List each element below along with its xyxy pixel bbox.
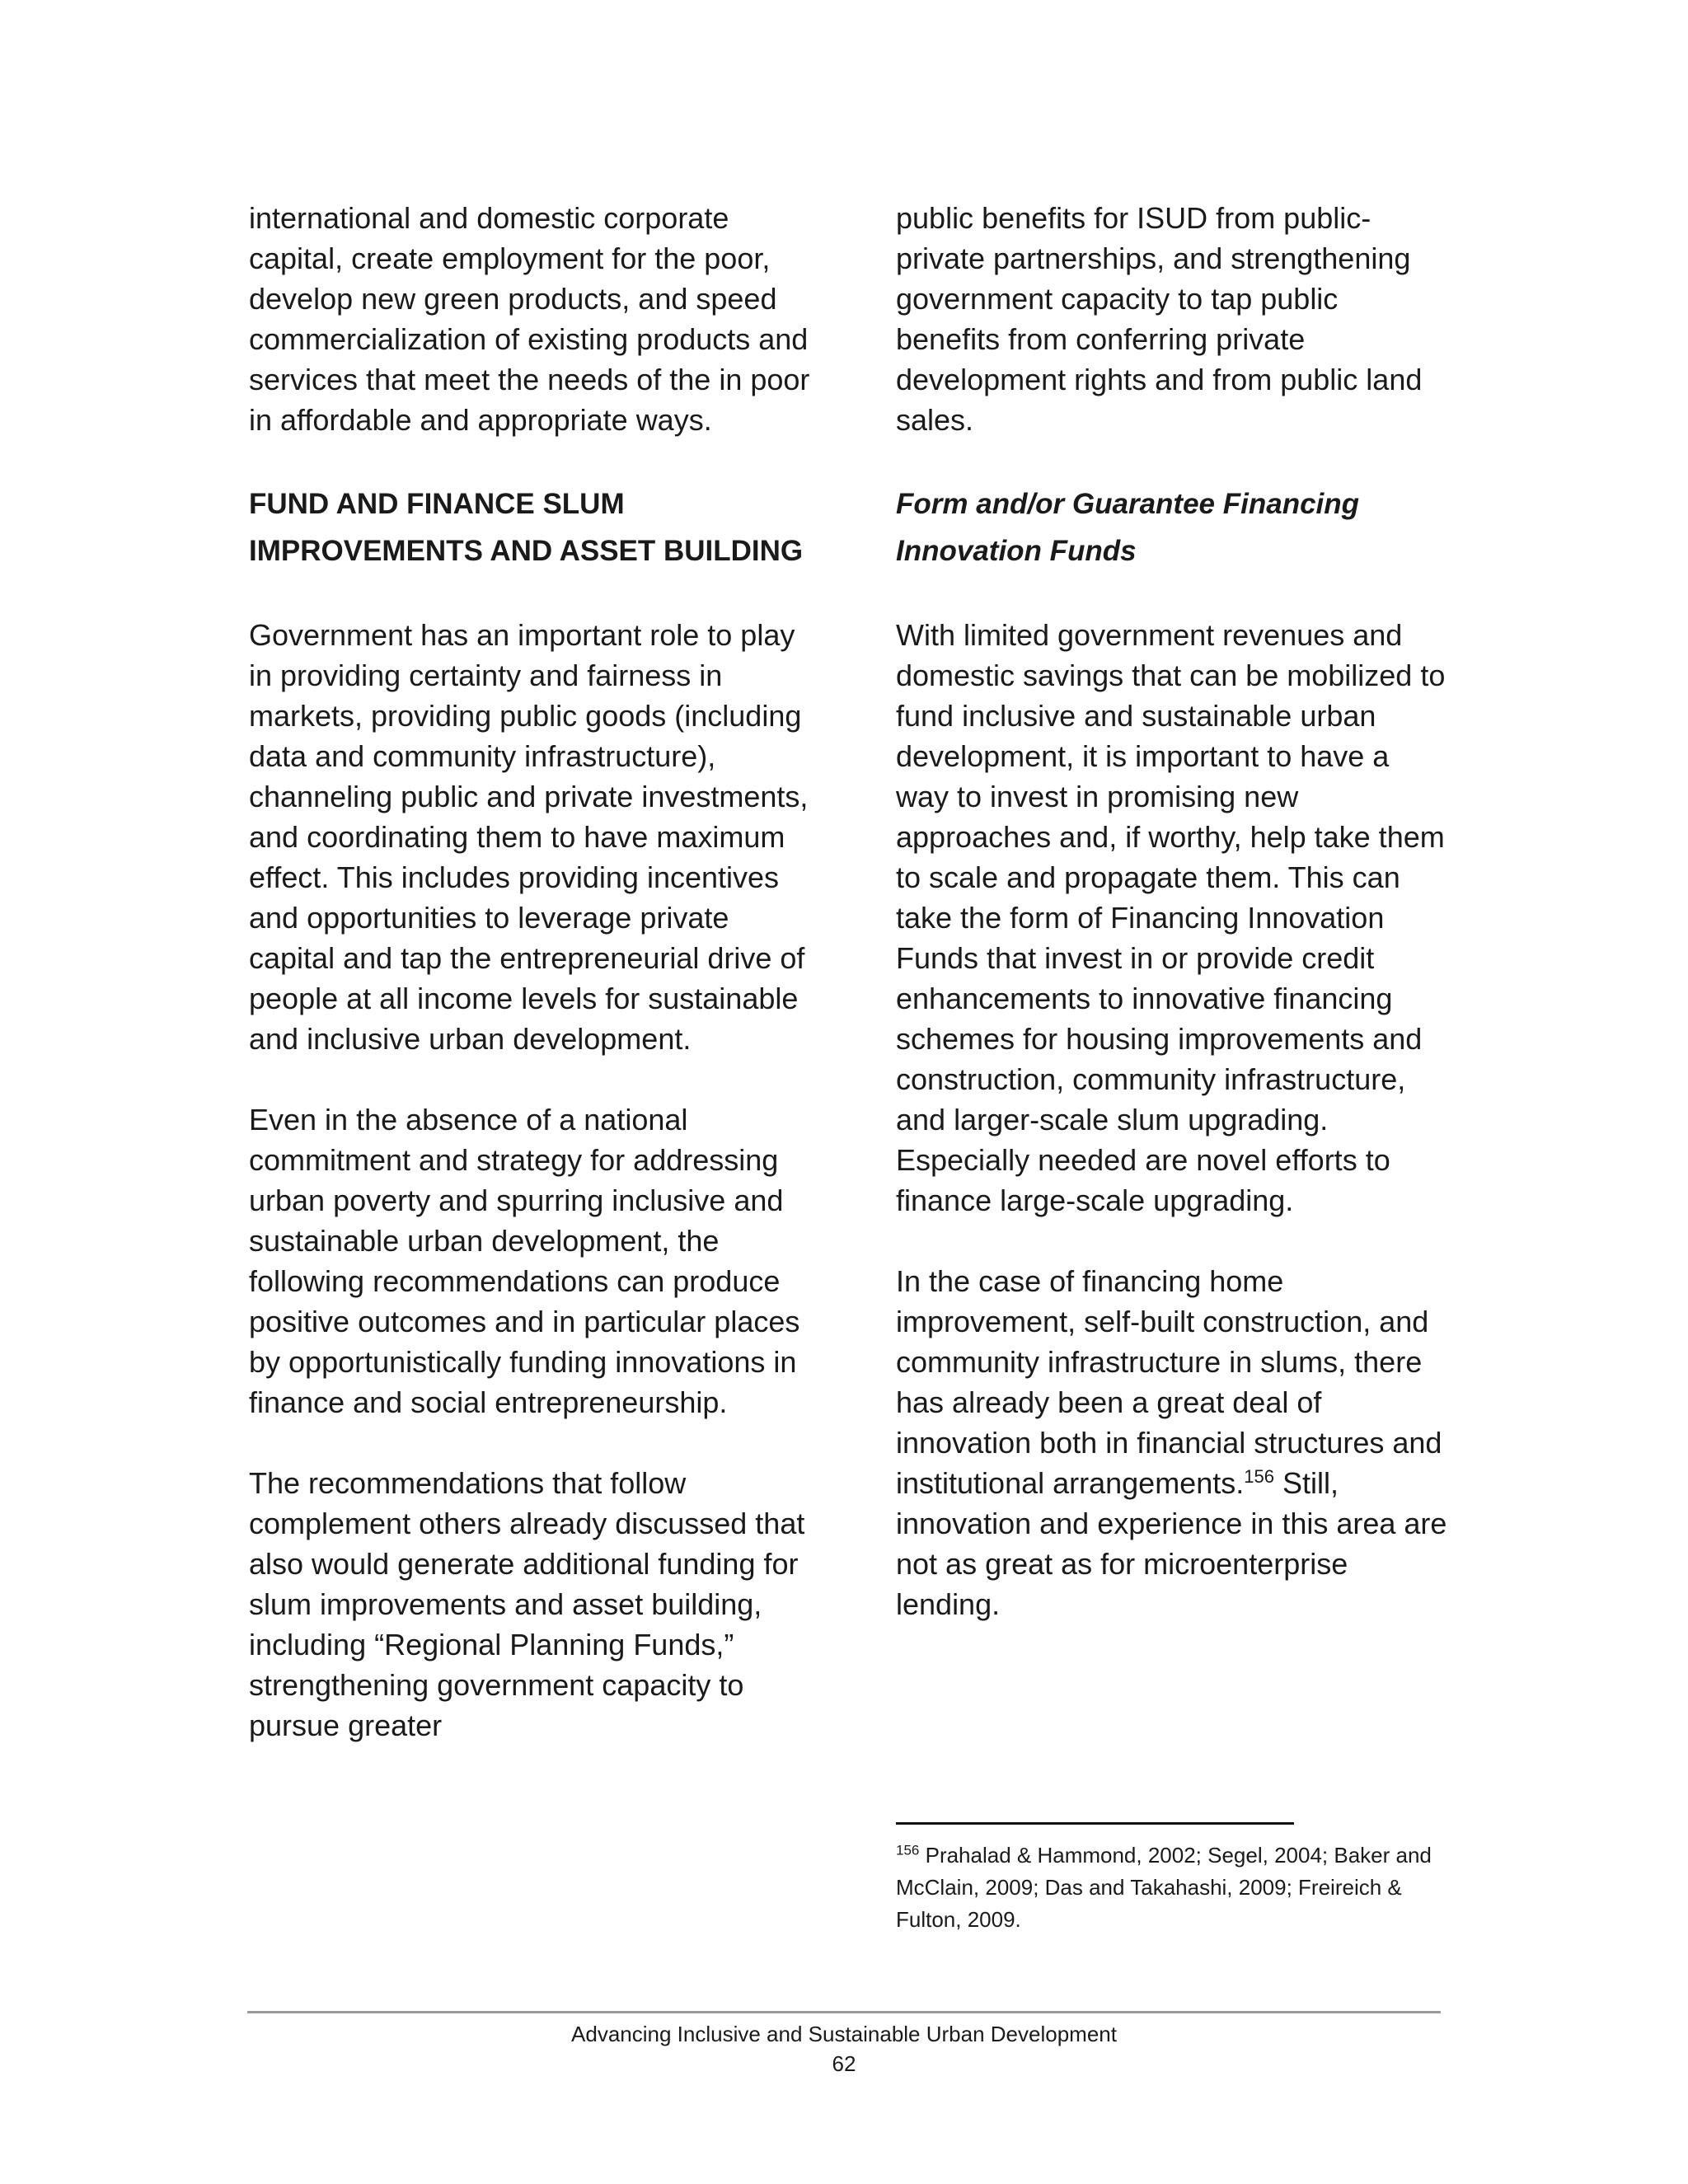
paragraph-public-benefits: public benefits for ISUD from public-private partnerships, and strengthening government capacity to tap public benefits from conferring private development rights and from public land sales. [896,201,1423,437]
section-heading-line2: IMPROVEMENTS AND ASSET BUILDING [249,535,804,567]
paragraph-absence-commitment: Even in the absence of a national commitment and strategy for addressing urban poverty and spurring inclusive and sustainable urban development, the following recommendations can produce positive outcomes and in particular places by opportunistically funding innovations in finance and social entrepreneurship. [249,1103,800,1419]
paragraph-government-role: Government has an important role to play in providing certainty and fairness in markets, providing public goods (including data and community infrastructure), channeling public and private investments, and coordinating them to have maximum effect. This includes providing incentives and opportunities to leverage private capital and tap the entrepreneurial drive of people at all income levels for sustainable and inclusive urban development. [249,618,809,1056]
footer-divider [247,2011,1441,2013]
section-heading-line1: FUND AND FINANCE SLUM [249,488,625,520]
subsection-heading-line1: Form and/or Guarantee Financing [896,488,1360,520]
right-column [896,198,1448,1624]
footnote-text: Prahalad & Hammond, 2002; Segel, 2004; Baker and McClain, 2009; Das and Takahashi, 2009; Freireich & Fulton, 2009. [896,1843,1432,1932]
page-number: 62 [832,2051,856,2076]
subsection-heading [896,480,1448,574]
paragraph-home-improvement-end: Still, innovation and experience in this area are not as great as for microenterprise lending. [896,1466,1447,1621]
footnote [896,1840,1456,1936]
footnote-number: 156 [896,1842,920,1858]
paragraph-home-improvement [896,1261,1448,1624]
paragraph-recommendations: The recommendations that follow complement others already discussed that also would generate additional funding for slum improvements and asset building, including “Regional Planning Funds,” strengthening government capacity to pursue greater [249,1466,805,1742]
section-heading [249,480,818,574]
subsection-heading-line2: Innovation Funds [896,535,1137,567]
paragraph-intro: international and domestic corporate capital, create employment for the poor, develop new green products, and speed commercialization of existing products and services that meet the needs of the in poor in affordable and appropriate ways. [249,201,810,437]
footnote-reference[interactable]: 156 [1244,1466,1274,1487]
paragraph-limited-revenues: With limited government revenues and domestic savings that can be mobilized to fund inclusive and sustainable urban development, it is important to have a way to invest in promising new approaches and, if worthy, help take them to scale and propagate them. This can take the form of Financing Innovation Funds that invest in or provide credit enhancements to innovative financing schemes for housing improvements and construction, community infrastructure, and larger-scale slum upgrading. Especially needed are novel efforts to finance large-scale upgrading. [896,618,1446,1217]
paragraph-home-improvement-start: In the case of financing home improvement, self-built construction, and community infrastructure in slums, there has already been a great deal of innovation both in financial structures and institutional arrangements. [896,1264,1442,1500]
footnote-divider [896,1822,1294,1825]
left-column [249,198,818,1746]
footer-title: Advancing Inclusive and Sustainable Urban Development [571,2022,1117,2046]
